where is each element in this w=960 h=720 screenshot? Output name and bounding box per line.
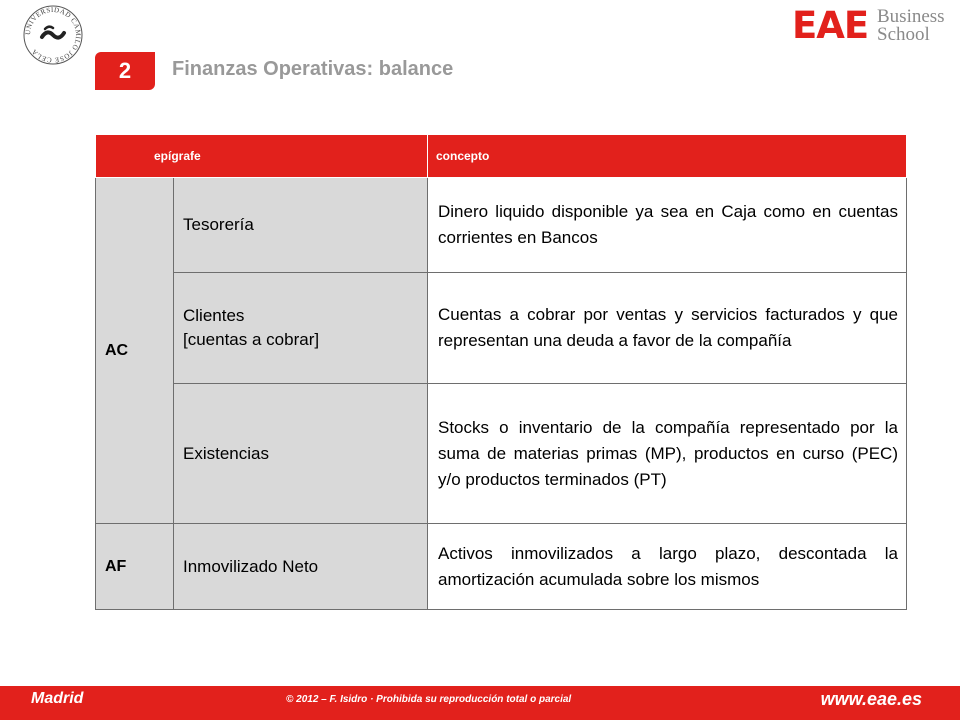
epigrafe-cell: Existencias — [174, 384, 428, 524]
concepto-cell: Dinero liquido disponible ya sea en Caja como en cuentas corrientes en Bancos — [428, 178, 907, 273]
page-title: Finanzas Operativas: balance — [172, 58, 454, 80]
header-concepto: concepto — [428, 135, 907, 178]
university-seal-logo — [22, 4, 84, 66]
table-header-row — [96, 135, 907, 178]
table-row — [96, 178, 907, 273]
eae-logo-subtitle — [877, 8, 945, 44]
table-row — [96, 524, 907, 610]
header-epigrafe: epígrafe — [96, 135, 428, 178]
epigrafe-line: Clientes — [183, 306, 245, 325]
section-number-badge: 2 — [95, 52, 155, 90]
epigrafe-cell — [174, 273, 428, 384]
group-code-ac: AC — [96, 178, 174, 524]
eae-logo-business: Business — [877, 6, 945, 27]
balance-table — [95, 134, 907, 610]
eae-logo-mark: EAE — [792, 4, 869, 47]
concepto-cell: Stocks o inventario de la compañía representado por la suma de materias primas (MP), productos en curso (PEC) y/o productos terminados (PT) — [428, 384, 907, 524]
footer-bar — [0, 686, 960, 720]
table-row — [96, 384, 907, 524]
table-row — [96, 273, 907, 384]
seal-text: UNIVERSIDAD CAMILO JOSÉ CELA — [23, 5, 83, 65]
group-code-af: AF — [96, 524, 174, 610]
footer-location: Madrid — [31, 690, 84, 707]
concepto-cell: Activos inmovilizados a largo plazo, descontada la amortización acumulada sobre los mismos — [428, 524, 907, 610]
epigrafe-line: [cuentas a cobrar] — [183, 330, 320, 349]
epigrafe-cell: Inmovilizado Neto — [174, 524, 428, 610]
footer-website-link[interactable]: www.eae.es — [820, 689, 922, 709]
footer-copyright: © 2012 – F. Isidro · Prohibida su reproducción total o parcial — [286, 694, 572, 705]
eae-logo-school: School — [877, 24, 930, 45]
epigrafe-cell: Tesorería — [174, 178, 428, 273]
concepto-cell: Cuentas a cobrar por ventas y servicios facturados y que representan una deuda a favor de la compañía — [428, 273, 907, 384]
